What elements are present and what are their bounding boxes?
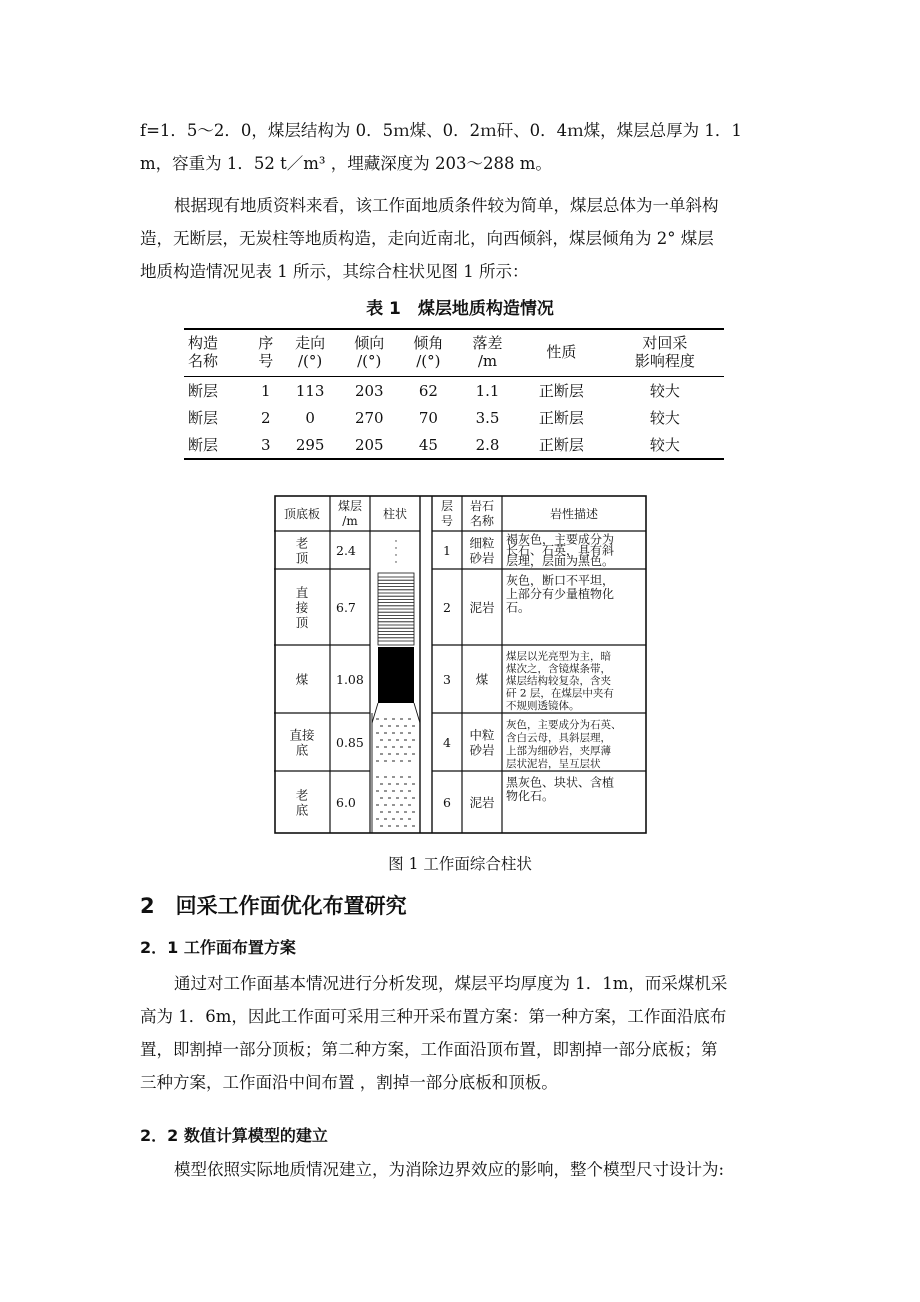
description-line: 长石、石英，具有斜 — [506, 543, 615, 558]
header-thickness-unit: /m — [342, 514, 358, 528]
description-line: 煤层结构较复杂，含夹 — [506, 675, 611, 688]
cell: 断层 — [188, 409, 219, 427]
rock-name: 泥岩 — [469, 795, 495, 810]
rock-name: 泥岩 — [469, 600, 495, 615]
cell: 断层 — [188, 382, 219, 400]
header-strike: 走向 /(°) — [295, 334, 326, 370]
description-line: 不规则透镜体。 — [506, 700, 580, 712]
transition-line — [372, 703, 378, 723]
text-line: 置，即割掉一部分顶板；第二种方案，工作面沿顶布置，即割掉一部分底板；第 — [140, 1040, 718, 1059]
geology-paragraph — [140, 189, 790, 288]
description-line: 煤层以光亮型为主，暗 — [506, 650, 611, 663]
header-rock-name: 岩石 — [469, 499, 495, 513]
cell: 113 — [295, 381, 325, 400]
cell: 270 — [354, 408, 384, 427]
table-row — [184, 377, 724, 405]
cell: 断层 — [188, 436, 219, 454]
rock-name: 中粒 — [469, 727, 495, 743]
text-line: 模型依照实际地质情况建立，为消除边界效应的影响，整个模型尺寸设计为: — [174, 1160, 725, 1179]
header-thickness: 煤层 — [337, 499, 363, 513]
thickness-value: 1.08 — [336, 672, 364, 687]
text-line: m，容重为 1．52 t／m³ ，埋藏深度为 203～288 m。 — [140, 154, 552, 173]
subsection-heading: 2．1 工作面布置方案 — [140, 938, 296, 957]
header-description: 岩性描述 — [549, 507, 599, 521]
rock-name: 砂岩 — [469, 742, 495, 758]
cell: 2 — [261, 408, 271, 427]
cell: 较大 — [649, 382, 680, 400]
text-line: 三种方案，工作面沿中间布置 ，割掉一部分底板和顶板。 — [140, 1073, 558, 1092]
cell: 45 — [418, 435, 438, 454]
cell: 1.1 — [475, 381, 500, 400]
sandstone-dot — [395, 540, 396, 541]
text-line: 地质构造情况见表 1 所示，其综合柱状见图 1 所示： — [140, 262, 529, 281]
roof-floor-label: 老 — [295, 787, 309, 803]
header-dip-direction: 倾向 /(°) — [354, 334, 385, 370]
roof-floor-label: 顶 — [295, 550, 309, 566]
description-line: 石。 — [506, 600, 531, 615]
text-line: 造，无断层，无炭柱等地质构造，走向近南北，向西倾斜，煤层倾角为 2° 煤层 — [140, 229, 714, 248]
description-line: 上部分有少量植物化 — [506, 587, 615, 601]
sandstone-dot — [395, 554, 396, 555]
structure-table — [184, 328, 724, 460]
roof-floor-label: 底 — [295, 742, 309, 758]
layer-number: 2 — [443, 600, 451, 615]
description-line: 矸 2 层，在煤层中夹有 — [506, 687, 614, 700]
header-structure-name: 构造 名称 — [188, 334, 219, 370]
header-serial: 序 号 — [258, 334, 274, 370]
stratigraphic-column-figure — [274, 495, 654, 835]
roof-floor-label: 直接 — [289, 727, 315, 743]
header-column: 柱状 — [382, 507, 408, 521]
description-line: 灰色，断口不平坦， — [506, 573, 615, 588]
roof-floor-label: 接 — [295, 600, 309, 615]
cell: 较大 — [649, 436, 680, 454]
header-layer-no: 号 — [440, 514, 454, 528]
cell: 较大 — [649, 409, 680, 427]
intro-paragraph — [140, 114, 790, 180]
text-line: 根据现有地质资料来看，该工作面地质条件较为简单，煤层总体为一单斜构 — [174, 196, 719, 215]
model-paragraph — [140, 1153, 790, 1186]
header-layer-no: 层 — [440, 499, 454, 513]
cell: 70 — [418, 408, 438, 427]
figure-caption: 图 1 工作面综合柱状 — [388, 855, 532, 873]
cell: 295 — [295, 435, 325, 454]
transition-line — [414, 703, 420, 723]
rock-name: 煤 — [475, 672, 489, 687]
subsection-heading: 2．2 数值计算模型的建立 — [140, 1126, 328, 1145]
table-row — [184, 431, 724, 459]
header-dip-angle: 倾角 /(°) — [413, 334, 444, 370]
roof-floor-label: 顶 — [295, 615, 309, 630]
thickness-value: 6.7 — [336, 600, 356, 615]
header-nature: 性质 — [546, 343, 577, 361]
table-header-row — [184, 329, 724, 377]
cell: 1 — [261, 381, 271, 400]
cell: 2.8 — [475, 435, 500, 454]
thickness-value: 0.85 — [336, 735, 364, 750]
description-line: 层状泥岩，呈互层状 — [506, 758, 601, 770]
rock-name: 细粒 — [469, 535, 495, 551]
sandstone-dot — [395, 561, 396, 562]
cell: 3.5 — [475, 408, 500, 427]
layer-number: 1 — [443, 543, 451, 558]
description-line: 物化石。 — [506, 789, 555, 803]
cell: 正断层 — [538, 409, 584, 427]
layout-paragraph — [140, 967, 790, 1099]
description-line: 层理，层面为黑色。 — [506, 554, 615, 568]
coal-seam-fill — [378, 647, 414, 703]
description-line: 黑灰色、块状、含植 — [506, 775, 615, 790]
description-line: 灰色，主要成分为石英、 — [506, 719, 622, 731]
roof-floor-label: 直 — [295, 585, 309, 600]
cell: 62 — [418, 381, 438, 400]
cell: 3 — [261, 435, 271, 454]
thickness-value: 2.4 — [336, 543, 356, 558]
cell: 205 — [354, 435, 384, 454]
layer-number: 3 — [443, 672, 451, 687]
header-throw: 落差 /m — [472, 334, 503, 370]
rock-name: 砂岩 — [469, 550, 495, 566]
cell: 正断层 — [538, 436, 584, 454]
roof-floor-label: 老 — [295, 535, 309, 551]
section-heading: 2 回采工作面优化布置研究 — [140, 894, 407, 918]
header-rock-name: 名称 — [469, 514, 495, 528]
text-line: 通过对工作面基本情况进行分析发现，煤层平均厚度为 1．1m，而采煤机采 — [174, 974, 728, 993]
cell: 正断层 — [538, 382, 584, 400]
table-title: 表 1 煤层地质构造情况 — [366, 299, 554, 319]
sandstone-dot — [395, 547, 396, 548]
description-line: 煤次之，含镜煤条带， — [506, 662, 611, 675]
text-line: f=1．5～2．0，煤层结构为 0．5ｍ煤、0．2ｍ矸、0．4ｍ煤，煤层总厚为 1．1 — [140, 121, 742, 140]
header-impact: 对回采 影响程度 — [634, 334, 695, 370]
table-row — [184, 404, 724, 431]
description-line: 含白云母，具斜层理， — [506, 732, 611, 744]
cell: 0 — [305, 408, 315, 427]
text-line: 高为 1．6m，因此工作面可采用三种开采布置方案：第一种方案，工作面沿底布 — [140, 1007, 727, 1026]
cell: 203 — [354, 381, 384, 400]
roof-floor-label: 煤 — [295, 672, 309, 687]
layer-number: 6 — [443, 795, 451, 810]
roof-floor-label: 底 — [295, 802, 309, 818]
description-line: 褐灰色，主要成分为 — [506, 532, 615, 547]
description-line: 上部为细砂岩，夹厚薄 — [506, 745, 611, 757]
layer-number: 4 — [443, 735, 451, 750]
header-roof-floor: 顶底板 — [283, 507, 321, 521]
thickness-value: 6.0 — [336, 795, 356, 810]
